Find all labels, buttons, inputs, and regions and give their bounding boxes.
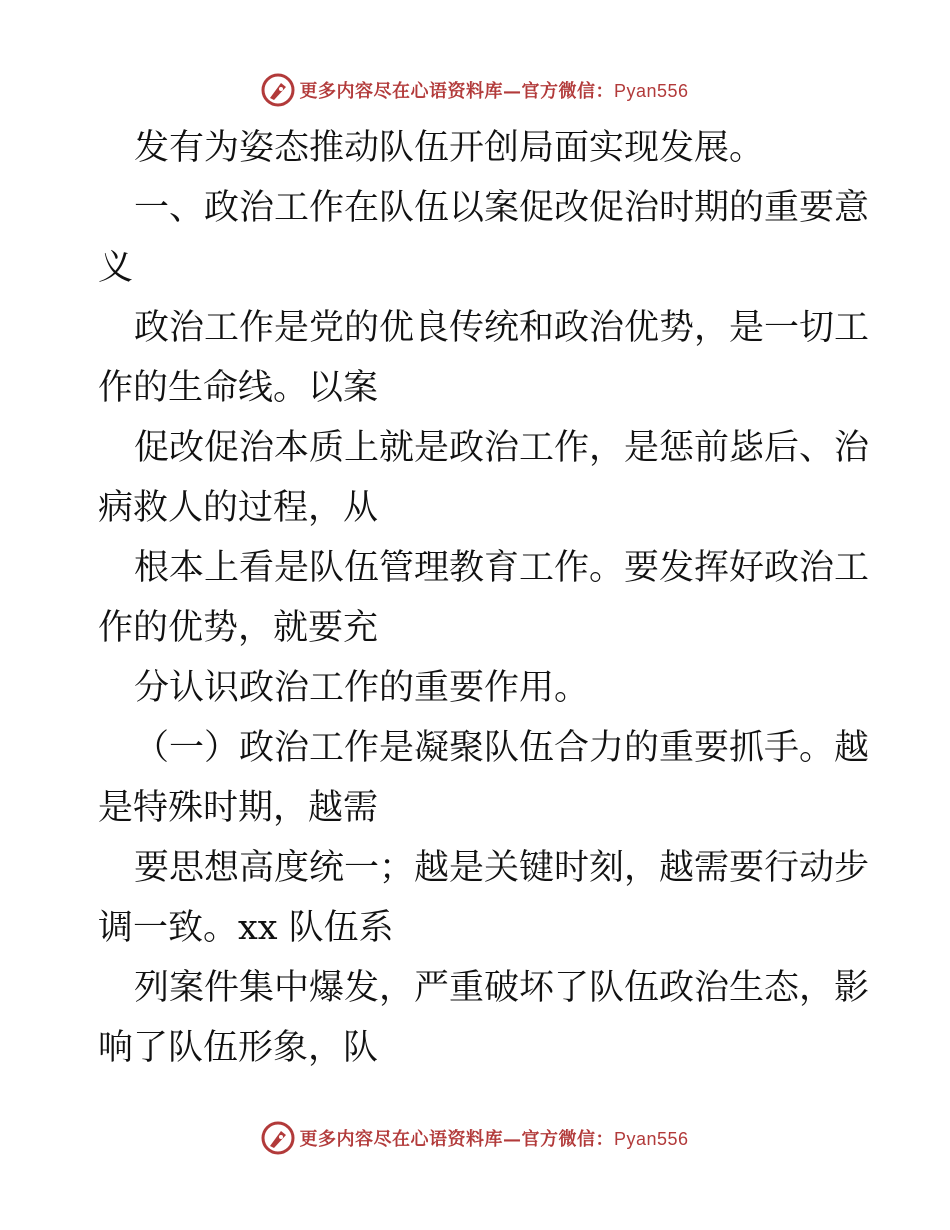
banner-text: 更多内容尽在心语资料库—官方微信：Pyan556 xyxy=(299,81,689,102)
document-body xyxy=(98,118,870,1078)
text-line: 列案件集中爆发，严重破坏了队伍政治生态，影 xyxy=(134,968,870,1008)
text-line: 分认识政治工作的重要作用。 xyxy=(134,668,590,708)
footer-banner xyxy=(0,1118,950,1158)
text-line: 政治工作是党的优良传统和政治优势，是一切工 xyxy=(134,308,870,348)
text-line: 响了队伍形象，队 xyxy=(98,1028,379,1068)
text-line: 要思想高度统一；越是关键时刻，越需要行动步 xyxy=(134,848,870,888)
text-line: 作的优势，就要充 xyxy=(98,608,379,648)
header-banner xyxy=(0,70,950,110)
pen-nib-logo-icon xyxy=(261,73,295,107)
text-line: 病救人的过程，从 xyxy=(98,488,379,528)
text-line: 义 xyxy=(98,248,134,288)
subsection-heading: （一）政治工作是凝聚队伍合力的重要抓手。越 xyxy=(134,728,870,768)
banner-text: 更多内容尽在心语资料库—官方微信：Pyan556 xyxy=(299,1129,689,1150)
wechat-id: Pyan556 xyxy=(613,81,689,101)
text-line: 发有为姿态推动队伍开创局面实现发展。 xyxy=(134,128,765,168)
text-line: 促改促治本质上就是政治工作，是惩前毖后、治 xyxy=(134,428,870,468)
text-line: 是特殊时期，越需 xyxy=(98,788,379,828)
pen-nib-logo-icon xyxy=(261,1121,295,1155)
section-heading: 一、政治工作在队伍以案促改促治时期的重要意 xyxy=(134,188,870,228)
wechat-id: Pyan556 xyxy=(613,1129,689,1149)
text-line: 根本上看是队伍管理教育工作。要发挥好政治工 xyxy=(134,548,870,588)
text-line: 调一致。xx 队伍系 xyxy=(98,908,394,948)
text-line: 作的生命线。以案 xyxy=(98,368,379,408)
